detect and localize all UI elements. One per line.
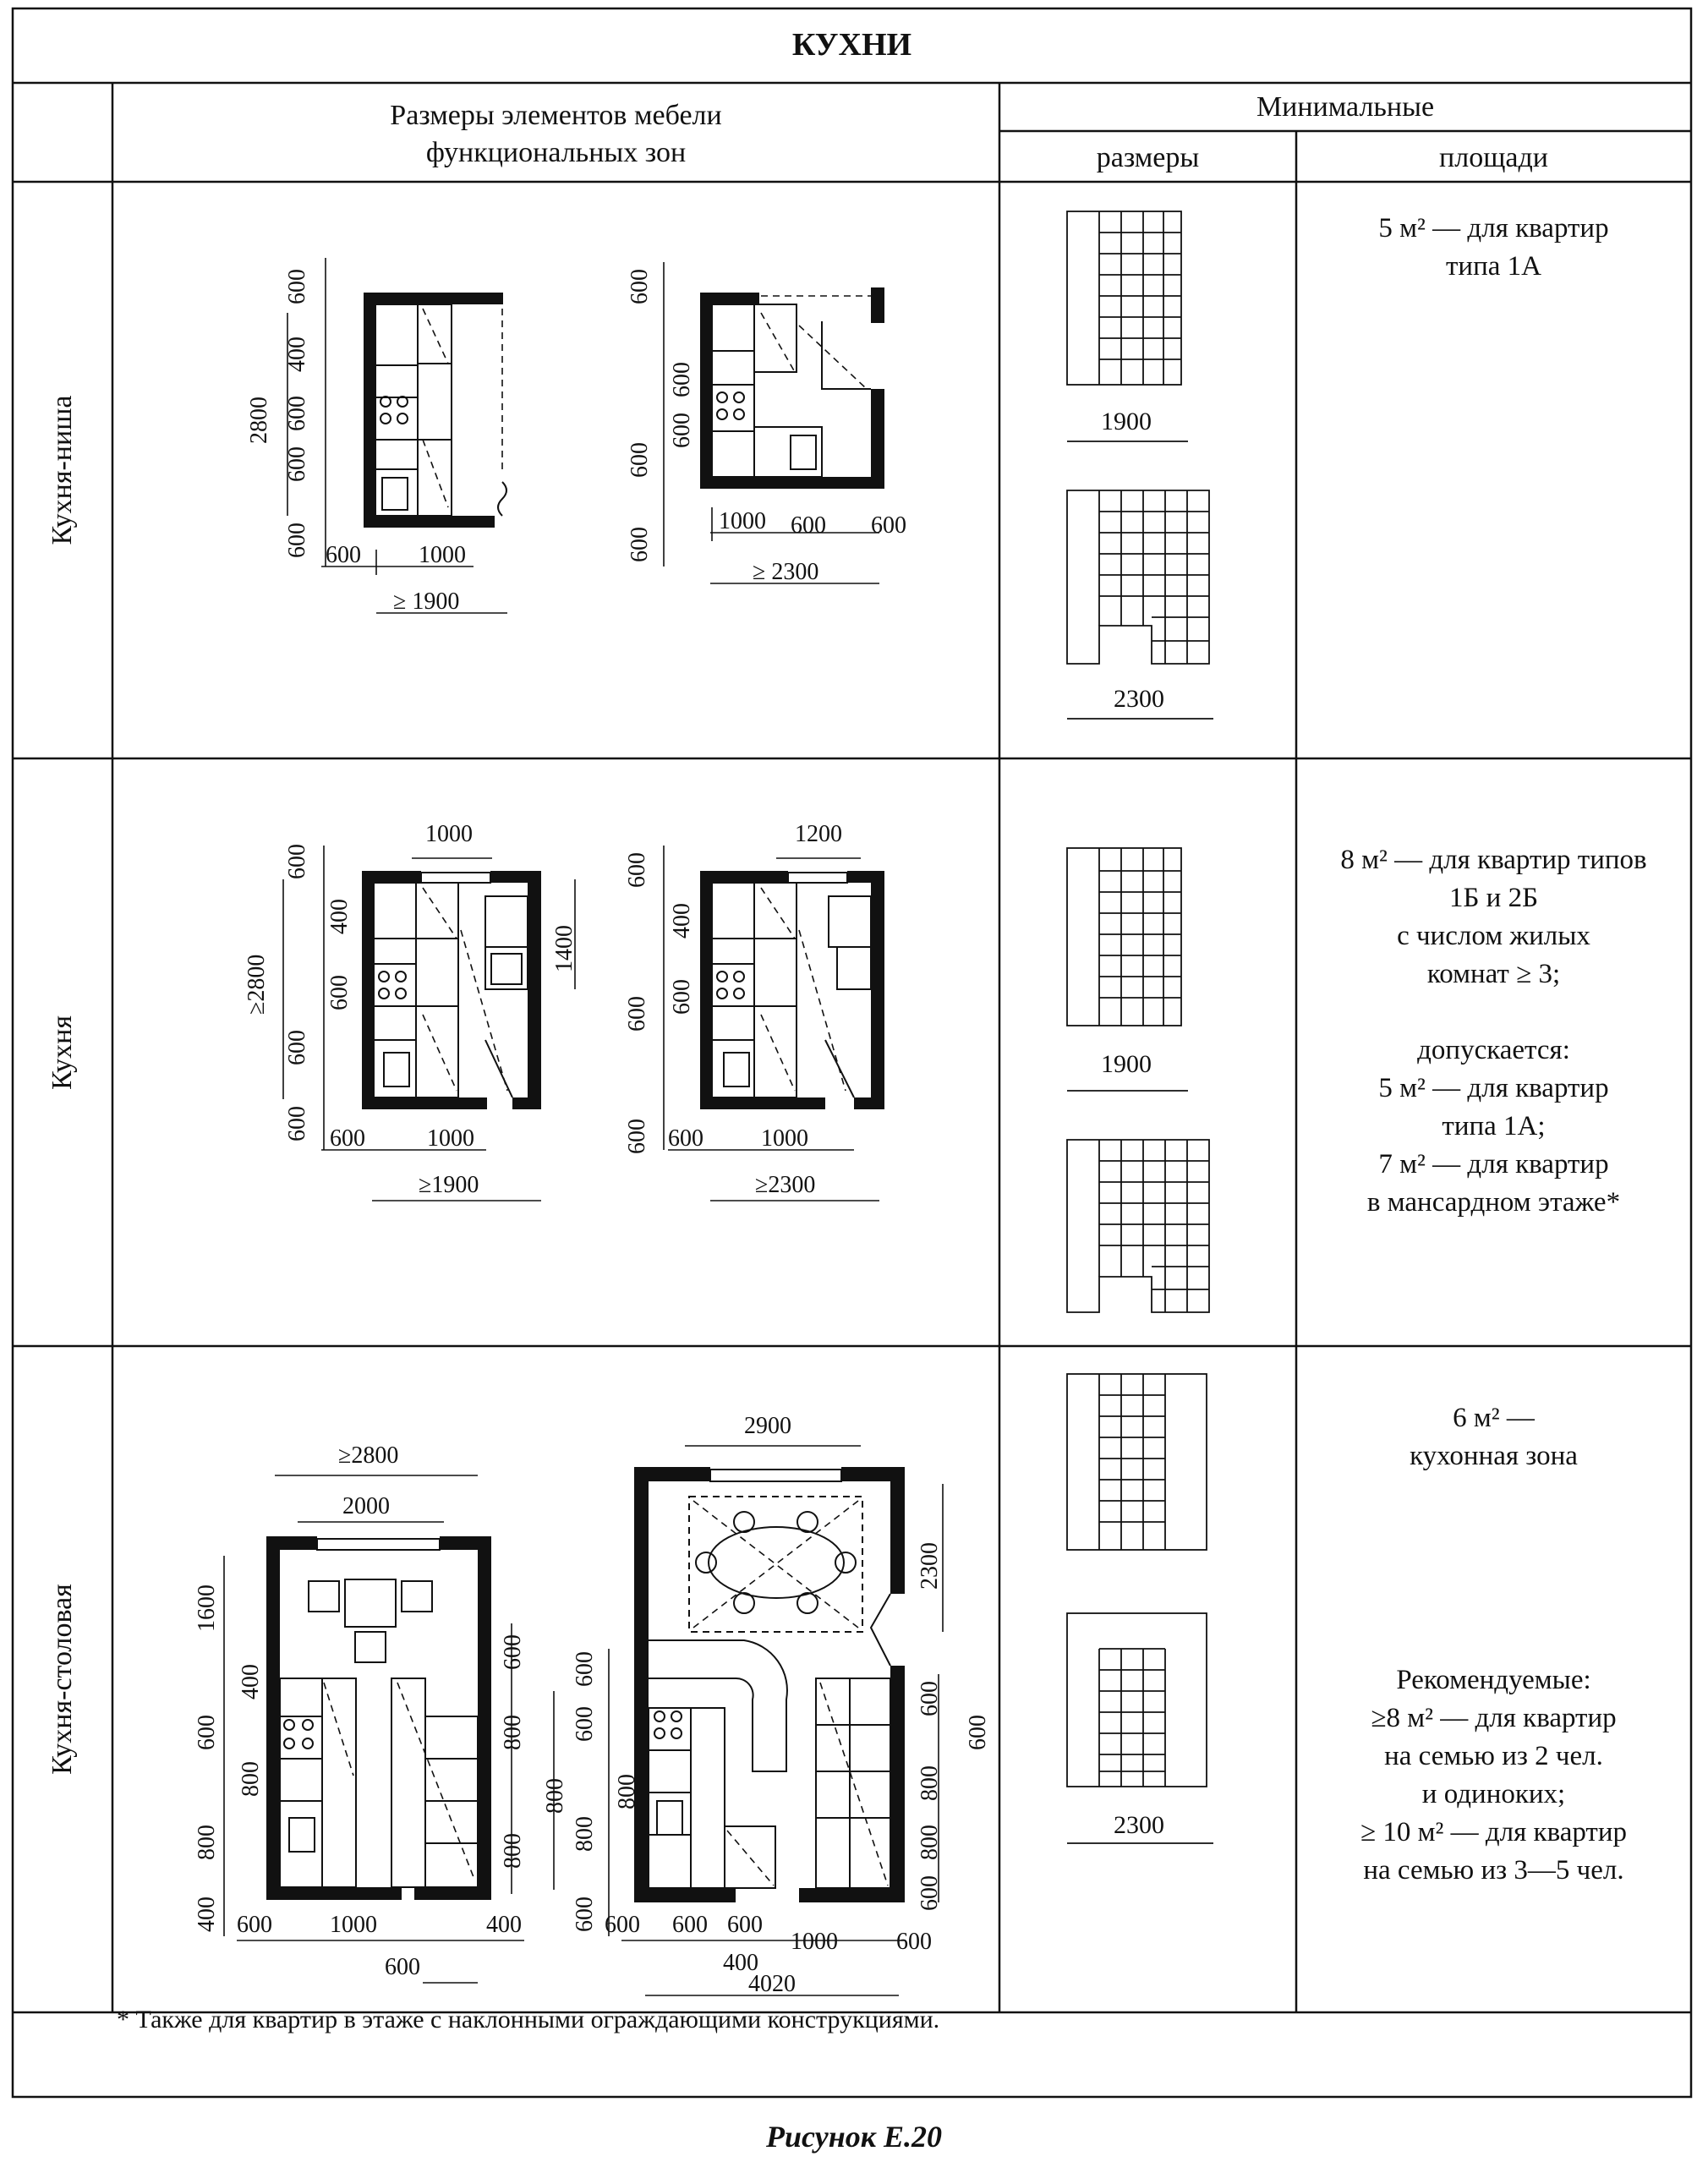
area-line: на семью из 3—5 чел. <box>1363 1855 1624 1886</box>
svg-text:600: 600 <box>627 269 653 304</box>
svg-text:≥1900: ≥1900 <box>419 1172 479 1198</box>
header-sizes: размеры <box>1096 142 1200 173</box>
svg-text:800: 800 <box>194 1825 220 1860</box>
svg-text:600: 600 <box>871 512 906 539</box>
svg-text:600: 600 <box>624 1119 650 1154</box>
min-size-niche-1: 1900 <box>1101 408 1152 435</box>
svg-text:600: 600 <box>500 1634 526 1670</box>
area-kitchen <box>1296 841 1691 1222</box>
area-line: 1Б и 2Б <box>1448 883 1539 913</box>
svg-text:600: 600 <box>669 979 695 1015</box>
area-line: 7 м² — для квартир <box>1378 1149 1609 1180</box>
plan-niche-a <box>246 258 507 615</box>
header-areas: площади <box>1439 142 1548 173</box>
svg-text:1000: 1000 <box>761 1125 808 1152</box>
svg-text:≥2800: ≥2800 <box>338 1442 399 1469</box>
area-line: с числом жилых <box>1397 921 1590 951</box>
svg-text:400: 400 <box>284 337 310 372</box>
svg-text:600: 600 <box>668 1125 703 1152</box>
row-label-niche: Кухня-ниша <box>47 395 78 545</box>
svg-text:600: 600 <box>284 844 310 879</box>
svg-text:600: 600 <box>385 1954 420 1980</box>
svg-text:1000: 1000 <box>419 542 466 568</box>
area-line: типа 1А; <box>1442 1111 1546 1141</box>
svg-text:600: 600 <box>605 1912 640 1938</box>
svg-text:800: 800 <box>572 1816 598 1852</box>
svg-text:400: 400 <box>326 899 353 934</box>
svg-text:600: 600 <box>624 996 650 1032</box>
area-line: типа 1А <box>1446 251 1541 282</box>
svg-text:800: 800 <box>542 1778 568 1814</box>
svg-text:800: 800 <box>917 1825 943 1860</box>
svg-text:400: 400 <box>669 903 695 939</box>
svg-text:1000: 1000 <box>791 1929 838 1955</box>
plan-kitchen-b <box>624 821 884 1201</box>
svg-text:600: 600 <box>326 975 353 1010</box>
svg-text:600: 600 <box>672 1912 708 1938</box>
svg-text:600: 600 <box>669 413 695 448</box>
plan-dining-b <box>572 1413 991 1997</box>
svg-text:600: 600 <box>572 1897 598 1932</box>
svg-text:600: 600 <box>284 1030 310 1065</box>
svg-text:600: 600 <box>284 446 310 482</box>
svg-text:2000: 2000 <box>342 1493 390 1519</box>
plan-kitchen-a <box>244 821 578 1201</box>
area-line: в мансардном этаже* <box>1366 1187 1621 1218</box>
svg-text:600: 600 <box>284 269 310 304</box>
svg-text:600: 600 <box>572 1651 598 1687</box>
area-line: на семью из 2 чел. <box>1384 1741 1603 1771</box>
min-size-kitchen-1: 1900 <box>1101 1050 1152 1078</box>
svg-text:600: 600 <box>669 362 695 397</box>
area-line: 8 м² — для квартир типов <box>1340 845 1647 875</box>
plan-niche-b <box>627 262 906 585</box>
svg-text:800: 800 <box>238 1761 264 1797</box>
area-dining-zone <box>1296 1399 1691 1475</box>
svg-text:≥2300: ≥2300 <box>755 1172 816 1198</box>
min-size-grid-dining-1 <box>1067 1374 1207 1550</box>
svg-text:600: 600 <box>627 442 653 478</box>
area-spacer <box>1296 993 1691 1032</box>
plan-dining-a <box>194 1442 568 1983</box>
area-line: и одиноких; <box>1421 1779 1566 1809</box>
area-line: 5 м² — для квартир <box>1378 213 1609 244</box>
svg-text:600: 600 <box>917 1681 943 1716</box>
figure-caption: Рисунок Е.20 <box>766 2120 942 2154</box>
svg-text:400: 400 <box>238 1664 264 1699</box>
area-line: ≥ 10 м² — для квартир <box>1360 1817 1628 1847</box>
svg-text:600: 600 <box>727 1912 763 1938</box>
min-size-grid-kitchen-2 <box>1067 1140 1209 1312</box>
svg-text:1600: 1600 <box>194 1585 220 1632</box>
svg-text:600: 600 <box>896 1929 932 1955</box>
svg-text:400: 400 <box>486 1912 522 1938</box>
area-niche <box>1296 210 1691 286</box>
svg-text:600: 600 <box>572 1706 598 1742</box>
row-label-kitchen: Кухня <box>47 1015 78 1090</box>
area-line: Рекомендуемые: <box>1396 1665 1591 1695</box>
svg-text:400: 400 <box>194 1897 220 1932</box>
header-minimal: Минимальные <box>1256 91 1435 123</box>
svg-text:2900: 2900 <box>744 1413 791 1439</box>
min-size-niche-2: 2300 <box>1114 685 1164 713</box>
svg-text:600: 600 <box>284 396 310 431</box>
min-size-dining: 2300 <box>1114 1811 1164 1839</box>
area-line: комнат ≥ 3; <box>1426 959 1561 989</box>
area-line: 6 м² — <box>1453 1403 1535 1433</box>
svg-text:600: 600 <box>284 1106 310 1141</box>
row-label-dining: Кухня-столовая <box>47 1584 78 1775</box>
header-furniture-line1: Размеры элементов мебели <box>390 100 722 131</box>
table-title: КУХНИ <box>791 27 912 63</box>
svg-text:600: 600 <box>330 1125 365 1152</box>
svg-text:600: 600 <box>627 527 653 562</box>
area-dining-recommended <box>1296 1661 1691 1890</box>
svg-text:≥ 1900: ≥ 1900 <box>393 588 460 615</box>
svg-text:600: 600 <box>194 1715 220 1750</box>
svg-text:2800: 2800 <box>246 397 272 444</box>
svg-text:4020: 4020 <box>748 1971 796 1997</box>
svg-text:800: 800 <box>500 1833 526 1869</box>
svg-text:1000: 1000 <box>425 821 473 847</box>
svg-text:800: 800 <box>500 1715 526 1750</box>
header-furniture-line2: функциональных зон <box>425 137 687 168</box>
footnote: * Также для квартир в этаже с наклонными ограждающими конструкциями. <box>117 2006 940 2033</box>
svg-text:600: 600 <box>791 512 826 539</box>
svg-text:600: 600 <box>284 523 310 558</box>
svg-text:600: 600 <box>326 542 361 568</box>
svg-text:≥ 2300: ≥ 2300 <box>753 559 819 585</box>
area-line: ≥8 м² — для квартир <box>1371 1703 1617 1733</box>
svg-text:600: 600 <box>624 852 650 888</box>
svg-text:1400: 1400 <box>551 925 578 972</box>
area-line: кухонная зона <box>1410 1441 1578 1471</box>
svg-text:1000: 1000 <box>330 1912 377 1938</box>
svg-text:≥2800: ≥2800 <box>244 954 270 1015</box>
svg-text:1000: 1000 <box>427 1125 474 1152</box>
svg-text:600: 600 <box>965 1715 991 1750</box>
area-line: допускается: <box>1417 1035 1570 1065</box>
svg-text:600: 600 <box>237 1912 272 1938</box>
svg-text:1200: 1200 <box>795 821 842 847</box>
svg-text:800: 800 <box>917 1765 943 1801</box>
svg-text:600: 600 <box>917 1875 943 1911</box>
svg-text:800: 800 <box>614 1774 640 1809</box>
svg-text:1000: 1000 <box>719 508 766 534</box>
svg-text:400: 400 <box>723 1950 758 1976</box>
svg-text:2300: 2300 <box>917 1542 943 1590</box>
area-line: 5 м² — для квартир <box>1378 1073 1609 1103</box>
